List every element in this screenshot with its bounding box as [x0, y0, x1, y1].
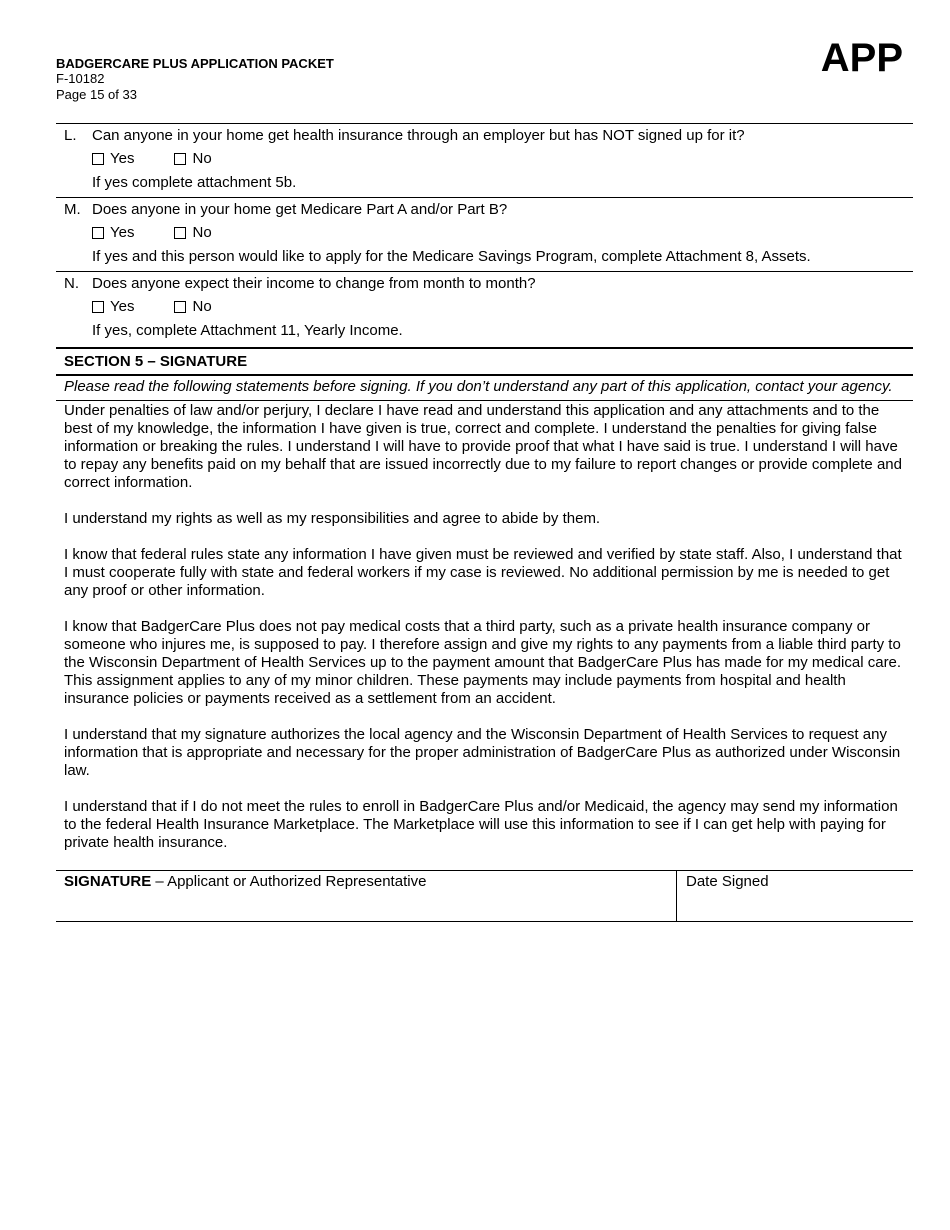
question-text: Does anyone in your home get Medicare Part A and/or Part B?	[92, 201, 508, 218]
no-label: No	[192, 224, 212, 241]
no-label: No	[192, 298, 212, 315]
signature-label: – Applicant or Authorized Representative	[151, 873, 427, 890]
signature-label-bold: SIGNATURE	[64, 873, 152, 890]
no-label: No	[192, 150, 212, 167]
question-letter: M.	[64, 201, 81, 218]
no-checkbox[interactable]	[174, 295, 211, 319]
app-mark: APP	[820, 36, 903, 80]
question-note: If yes and this person would like to apply for the Medicare Savings Program, complete Attachment 8, Assets.	[92, 248, 811, 265]
yes-checkbox[interactable]	[92, 147, 134, 171]
question-note: If yes, complete Attachment 11, Yearly Income.	[92, 322, 403, 339]
statement: I know that BadgerCare Plus does not pay medical costs that a third party, such as a private health insurance company or someone who injures me, is supposed to pay. I therefore assign and give my rights to any payments from a liable third party to the Wisconsin Department of Health Services up to the payment amount that BadgerCare Plus has made for my medical care. This assignment applies to any of my minor children. These payments may include payments from hospital and health insurance policies or payments received as a settlement from an accident.	[64, 618, 902, 707]
statement: I understand that my signature authorizes the local agency and the Wisconsin Department of Health Services to request any information that is appropriate and necessary for the proper administration of BadgerCare Plus as authorized under Wisconsin law.	[64, 726, 901, 779]
question-note: If yes complete attachment 5b.	[92, 174, 297, 191]
checkbox-icon[interactable]	[92, 153, 104, 165]
signature-field[interactable]	[56, 871, 677, 921]
question-l	[56, 123, 913, 197]
packet-title: BADGERCARE PLUS APPLICATION PACKET	[56, 56, 334, 71]
question-letter: L.	[64, 127, 77, 144]
yes-label: Yes	[110, 224, 135, 241]
question-letter: N.	[64, 275, 79, 292]
statements	[56, 401, 913, 852]
yes-label: Yes	[110, 150, 135, 167]
statement: I know that federal rules state any information I have given must be reviewed and verified by state staff. Also, I understand that I must cooperate fully with state and federal workers if my case is reviewed. No additional permission by me is needed to get any proof or other information.	[64, 546, 902, 599]
section-instructions: Please read the following statements before signing. If you don’t understand any part of this application, contact your agency.	[56, 376, 913, 401]
yes-label: Yes	[110, 298, 135, 315]
question-text: Does anyone expect their income to change from month to month?	[92, 275, 536, 292]
page-header	[56, 56, 334, 103]
page-number: Page 15 of 33	[56, 87, 137, 102]
question-text: Can anyone in your home get health insurance through an employer but has NOT signed up for it?	[92, 127, 745, 144]
yes-checkbox[interactable]	[92, 221, 134, 245]
section-title: SECTION 5 – SIGNATURE	[56, 347, 913, 376]
signature-row	[56, 870, 913, 922]
checkbox-icon[interactable]	[174, 227, 186, 239]
checkbox-icon[interactable]	[174, 301, 186, 313]
statement: I understand my rights as well as my responsibilities and agree to abide by them.	[64, 510, 601, 527]
checkbox-icon[interactable]	[92, 301, 104, 313]
form-body	[56, 123, 913, 922]
no-checkbox[interactable]	[174, 147, 211, 171]
date-signed-label: Date Signed	[686, 873, 769, 890]
statement: Under penalties of law and/or perjury, I declare I have read and understand this application and any attachments and to the best of my knowledge, the information I have given is true, correct and complete. I understand the penalties for giving false information or breaking the rules. I understand I will have to provide proof that what I have said is true. I understand I will have to repay any benefits paid on my behalf that are issued incorrectly due to my failure to report changes or provide complete and correct information.	[64, 402, 902, 491]
yes-checkbox[interactable]	[92, 295, 134, 319]
question-m	[56, 197, 913, 271]
form-number: F-10182	[56, 71, 105, 86]
statement: I understand that if I do not meet the rules to enroll in BadgerCare Plus and/or Medicaid, the agency may send my information to the federal Health Insurance Marketplace. The Marketplace will use this information to see if I can get help with paying for private health insurance.	[64, 798, 898, 851]
checkbox-icon[interactable]	[174, 153, 186, 165]
no-checkbox[interactable]	[174, 221, 211, 245]
checkbox-icon[interactable]	[92, 227, 104, 239]
date-signed-field[interactable]	[677, 871, 913, 921]
question-n	[56, 271, 913, 345]
